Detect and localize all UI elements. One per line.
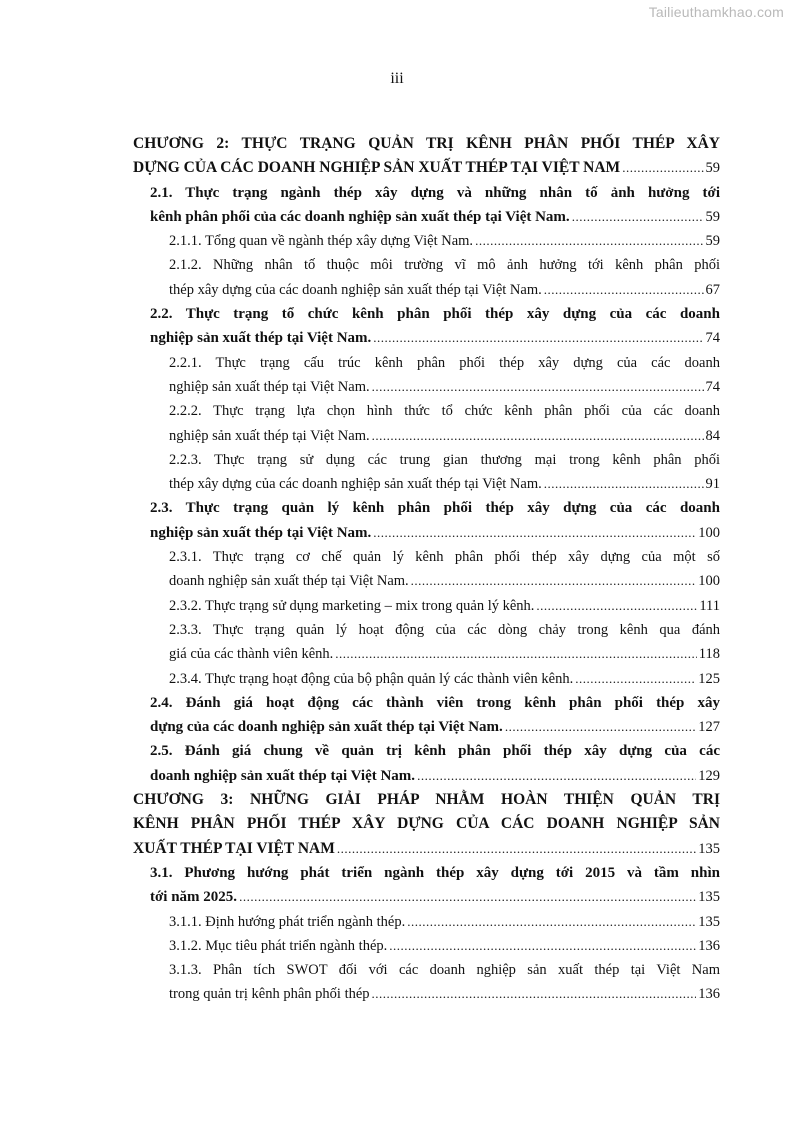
toc-entry[interactable] <box>0 181 720 230</box>
dot-leader <box>475 229 703 253</box>
toc-entry-last-line <box>150 764 720 788</box>
toc-entry-text-line: trong quản trị kênh phân phối thép <box>169 986 370 1003</box>
toc-entry-text-line: XUẤT THÉP TẠI VIỆT NAM <box>133 839 335 857</box>
toc-entry-text-line: KÊNH PHÂN PHỐI THÉP XÂY DỰNG CỦA CÁC DOANH NGHIỆP SẢN <box>133 815 720 833</box>
toc-entry-text-line: 2.3.2. Thực trạng sử dụng marketing – mix trong quản lý kênh. <box>169 597 535 614</box>
toc-entry[interactable] <box>0 594 720 618</box>
dot-leader <box>337 837 696 861</box>
dot-leader <box>389 934 696 958</box>
dot-leader <box>335 642 697 666</box>
toc-entry-text-line: nghiệp sản xuất thép tại Việt Nam. <box>169 378 370 395</box>
toc-entry-last-line <box>169 424 720 448</box>
dot-leader <box>373 521 696 545</box>
toc-entry-last-line <box>169 982 720 1006</box>
toc-page-number: 100 <box>698 573 720 590</box>
dot-leader <box>411 569 697 593</box>
toc-entry-last-line <box>150 205 720 229</box>
toc-entry[interactable] <box>0 691 720 740</box>
dot-leader <box>544 472 704 496</box>
toc-entry-last-line <box>169 278 720 302</box>
toc-entry-text-line: 2.2.2. Thực trạng lựa chọn hình thức tổ chức kênh phân phối của các doanh <box>169 403 720 420</box>
toc-page-number: 59 <box>705 160 720 177</box>
toc-page-number: 74 <box>705 378 720 395</box>
toc-page-number: 135 <box>698 840 720 857</box>
toc-page-number: 125 <box>698 670 720 687</box>
toc-entry-text-line: nghiệp sản xuất thép tại Việt Nam. <box>150 330 372 347</box>
toc-entry-last-line <box>169 910 720 934</box>
toc-page-number: 118 <box>698 646 720 663</box>
toc-entry-last-line <box>169 375 720 399</box>
toc-page-number: 67 <box>705 281 720 298</box>
watermark-text: Tailieuthamkhao.com <box>648 4 784 20</box>
dot-leader <box>372 375 704 399</box>
toc-entry-text-line: doanh nghiệp sản xuất thép tại Việt Nam. <box>169 573 409 590</box>
dot-leader <box>572 205 704 229</box>
toc-entry-text-line: giá của các thành viên kênh. <box>169 646 334 663</box>
dot-leader <box>575 667 696 691</box>
toc-entry-text-line: 2.2.1. Thực trạng cấu trúc kênh phân phối thép xây dựng của các doanh <box>169 354 720 371</box>
dot-leader <box>544 278 704 302</box>
toc-entry-text-line: thép xây dựng của các doanh nghiệp sản xuất thép tại Việt Nam. <box>169 281 542 298</box>
toc-page-number: 136 <box>698 937 720 954</box>
toc-page-number: 129 <box>698 767 720 784</box>
toc-page-number: 59 <box>705 208 720 225</box>
toc-page-number: 59 <box>705 233 720 250</box>
toc-entry-last-line <box>133 156 720 180</box>
toc-entry-text-line: 2.3.3. Thực trạng quản lý hoạt động của các dòng chảy trong kênh qua đánh <box>169 621 720 638</box>
dot-leader <box>417 764 696 788</box>
dot-leader <box>407 910 696 934</box>
toc-entry[interactable] <box>0 545 720 594</box>
toc-entry-last-line <box>169 229 720 253</box>
table-of-contents <box>0 132 794 1007</box>
toc-entry-last-line <box>169 569 720 593</box>
toc-entry-text-line: 3.1.1. Định hướng phát triển ngành thép. <box>169 913 406 930</box>
toc-entry-text-line: 3.1.2. Mục tiêu phát triển ngành thép. <box>169 937 388 954</box>
toc-entry-text-line: 2.2.3. Thực trạng sử dụng các trung gian thương mại trong kênh phân phối <box>169 451 720 468</box>
toc-entry-text-line: 2.1. Thực trạng ngành thép xây dựng và những nhân tố ảnh hưởng tới <box>150 184 720 201</box>
toc-entry[interactable] <box>0 351 720 400</box>
toc-entry-text-line: dựng của các doanh nghiệp sản xuất thép tại Việt Nam. <box>150 719 503 736</box>
toc-entry-text-line: 2.5. Đánh giá chung về quản trị kênh phân phối thép xây dựng của các <box>150 743 720 760</box>
toc-entry-text-line: 2.3.4. Thực trạng hoạt động của bộ phận quản lý các thành viên kênh. <box>169 670 574 687</box>
toc-entry-last-line <box>133 837 720 861</box>
toc-page-number: 111 <box>699 597 720 614</box>
toc-entry-text-line: CHƯƠNG 3: NHỮNG GIẢI PHÁP NHẰM HOÀN THIỆN QUẢN TRỊ <box>133 791 720 809</box>
toc-entry-text-line: doanh nghiệp sản xuất thép tại Việt Nam. <box>150 767 416 784</box>
toc-page-number: 135 <box>698 913 720 930</box>
toc-page-number: 84 <box>705 427 720 444</box>
toc-entry-text-line: thép xây dựng của các doanh nghiệp sản xuất thép tại Việt Nam. <box>169 476 542 493</box>
toc-entry[interactable] <box>0 496 720 545</box>
toc-entry-text-line: DỰNG CỦA CÁC DOANH NGHIỆP SẢN XUẤT THÉP TẠI VIỆT NAM <box>133 159 621 177</box>
toc-entry[interactable] <box>0 132 720 181</box>
dot-leader <box>373 326 703 350</box>
toc-entry[interactable] <box>0 861 720 910</box>
toc-entry-last-line <box>169 472 720 496</box>
toc-page-number: 136 <box>698 986 720 1003</box>
toc-entry-last-line <box>169 667 720 691</box>
toc-entry[interactable] <box>0 302 720 351</box>
toc-entry[interactable] <box>0 739 720 788</box>
toc-entry[interactable] <box>0 934 720 958</box>
toc-page-number: 100 <box>698 524 720 541</box>
toc-entry-text-line: kênh phân phối của các doanh nghiệp sản xuất thép tại Việt Nam. <box>150 208 570 225</box>
toc-entry[interactable] <box>0 399 720 448</box>
toc-entry-last-line <box>169 934 720 958</box>
toc-page-number: 91 <box>705 476 720 493</box>
toc-page-number: 135 <box>698 889 720 906</box>
toc-entry-text-line: 2.3. Thực trạng quản lý kênh phân phối thép xây dựng của các doanh <box>150 500 720 517</box>
toc-entry-last-line <box>169 594 720 618</box>
dot-leader <box>622 156 703 180</box>
toc-entry[interactable] <box>0 788 720 861</box>
toc-entry[interactable] <box>0 253 720 302</box>
toc-entry-text-line: 2.3.1. Thực trạng cơ chế quản lý kênh phân phối thép xây dựng của một số <box>169 549 720 566</box>
toc-entry-last-line <box>150 521 720 545</box>
toc-entry[interactable] <box>0 958 720 1007</box>
dot-leader <box>372 424 704 448</box>
toc-entry-last-line <box>150 715 720 739</box>
toc-entry-last-line <box>150 885 720 909</box>
toc-entry-text-line: 2.2. Thực trạng tổ chức kênh phân phối thép xây dựng của các doanh <box>150 306 720 323</box>
toc-entry-text-line: 2.4. Đánh giá hoạt động các thành viên trong kênh phân phối thép xây <box>150 694 720 711</box>
toc-entry-text-line: 3.1. Phương hướng phát triển ngành thép xây dựng tới 2015 và tầm nhìn <box>150 864 720 881</box>
dot-leader <box>505 715 696 739</box>
dot-leader <box>536 594 697 618</box>
toc-entry-text-line: nghiệp sản xuất thép tại Việt Nam. <box>150 524 372 541</box>
toc-entry-last-line <box>150 326 720 350</box>
toc-entry-text-line: 2.1.2. Những nhân tố thuộc môi trường vĩ mô ảnh hưởng tới kênh phân phối <box>169 257 720 274</box>
toc-entry[interactable] <box>0 618 720 667</box>
toc-page-number: 74 <box>705 330 720 347</box>
toc-entry-last-line <box>169 642 720 666</box>
toc-entry-text-line: 3.1.3. Phân tích SWOT đối với các doanh nghiệp sản xuất thép tại Việt Nam <box>169 962 720 979</box>
dot-leader <box>372 982 697 1006</box>
toc-entry-text-line: 2.1.1. Tổng quan về ngành thép xây dựng Việt Nam. <box>169 233 474 250</box>
toc-entry[interactable] <box>0 667 720 691</box>
toc-entry[interactable] <box>0 229 720 253</box>
toc-entry[interactable] <box>0 910 720 934</box>
toc-entry-text-line: CHƯƠNG 2: THỰC TRẠNG QUẢN TRỊ KÊNH PHÂN PHỐI THÉP XÂY <box>133 135 720 152</box>
dot-leader <box>239 885 696 909</box>
toc-entry-text-line: nghiệp sản xuất thép tại Việt Nam. <box>169 427 370 444</box>
toc-page-number: 127 <box>698 719 720 736</box>
toc-entry-text-line: tới năm 2025. <box>150 889 238 906</box>
toc-entry[interactable] <box>0 448 720 497</box>
page-number: iii <box>390 70 404 87</box>
